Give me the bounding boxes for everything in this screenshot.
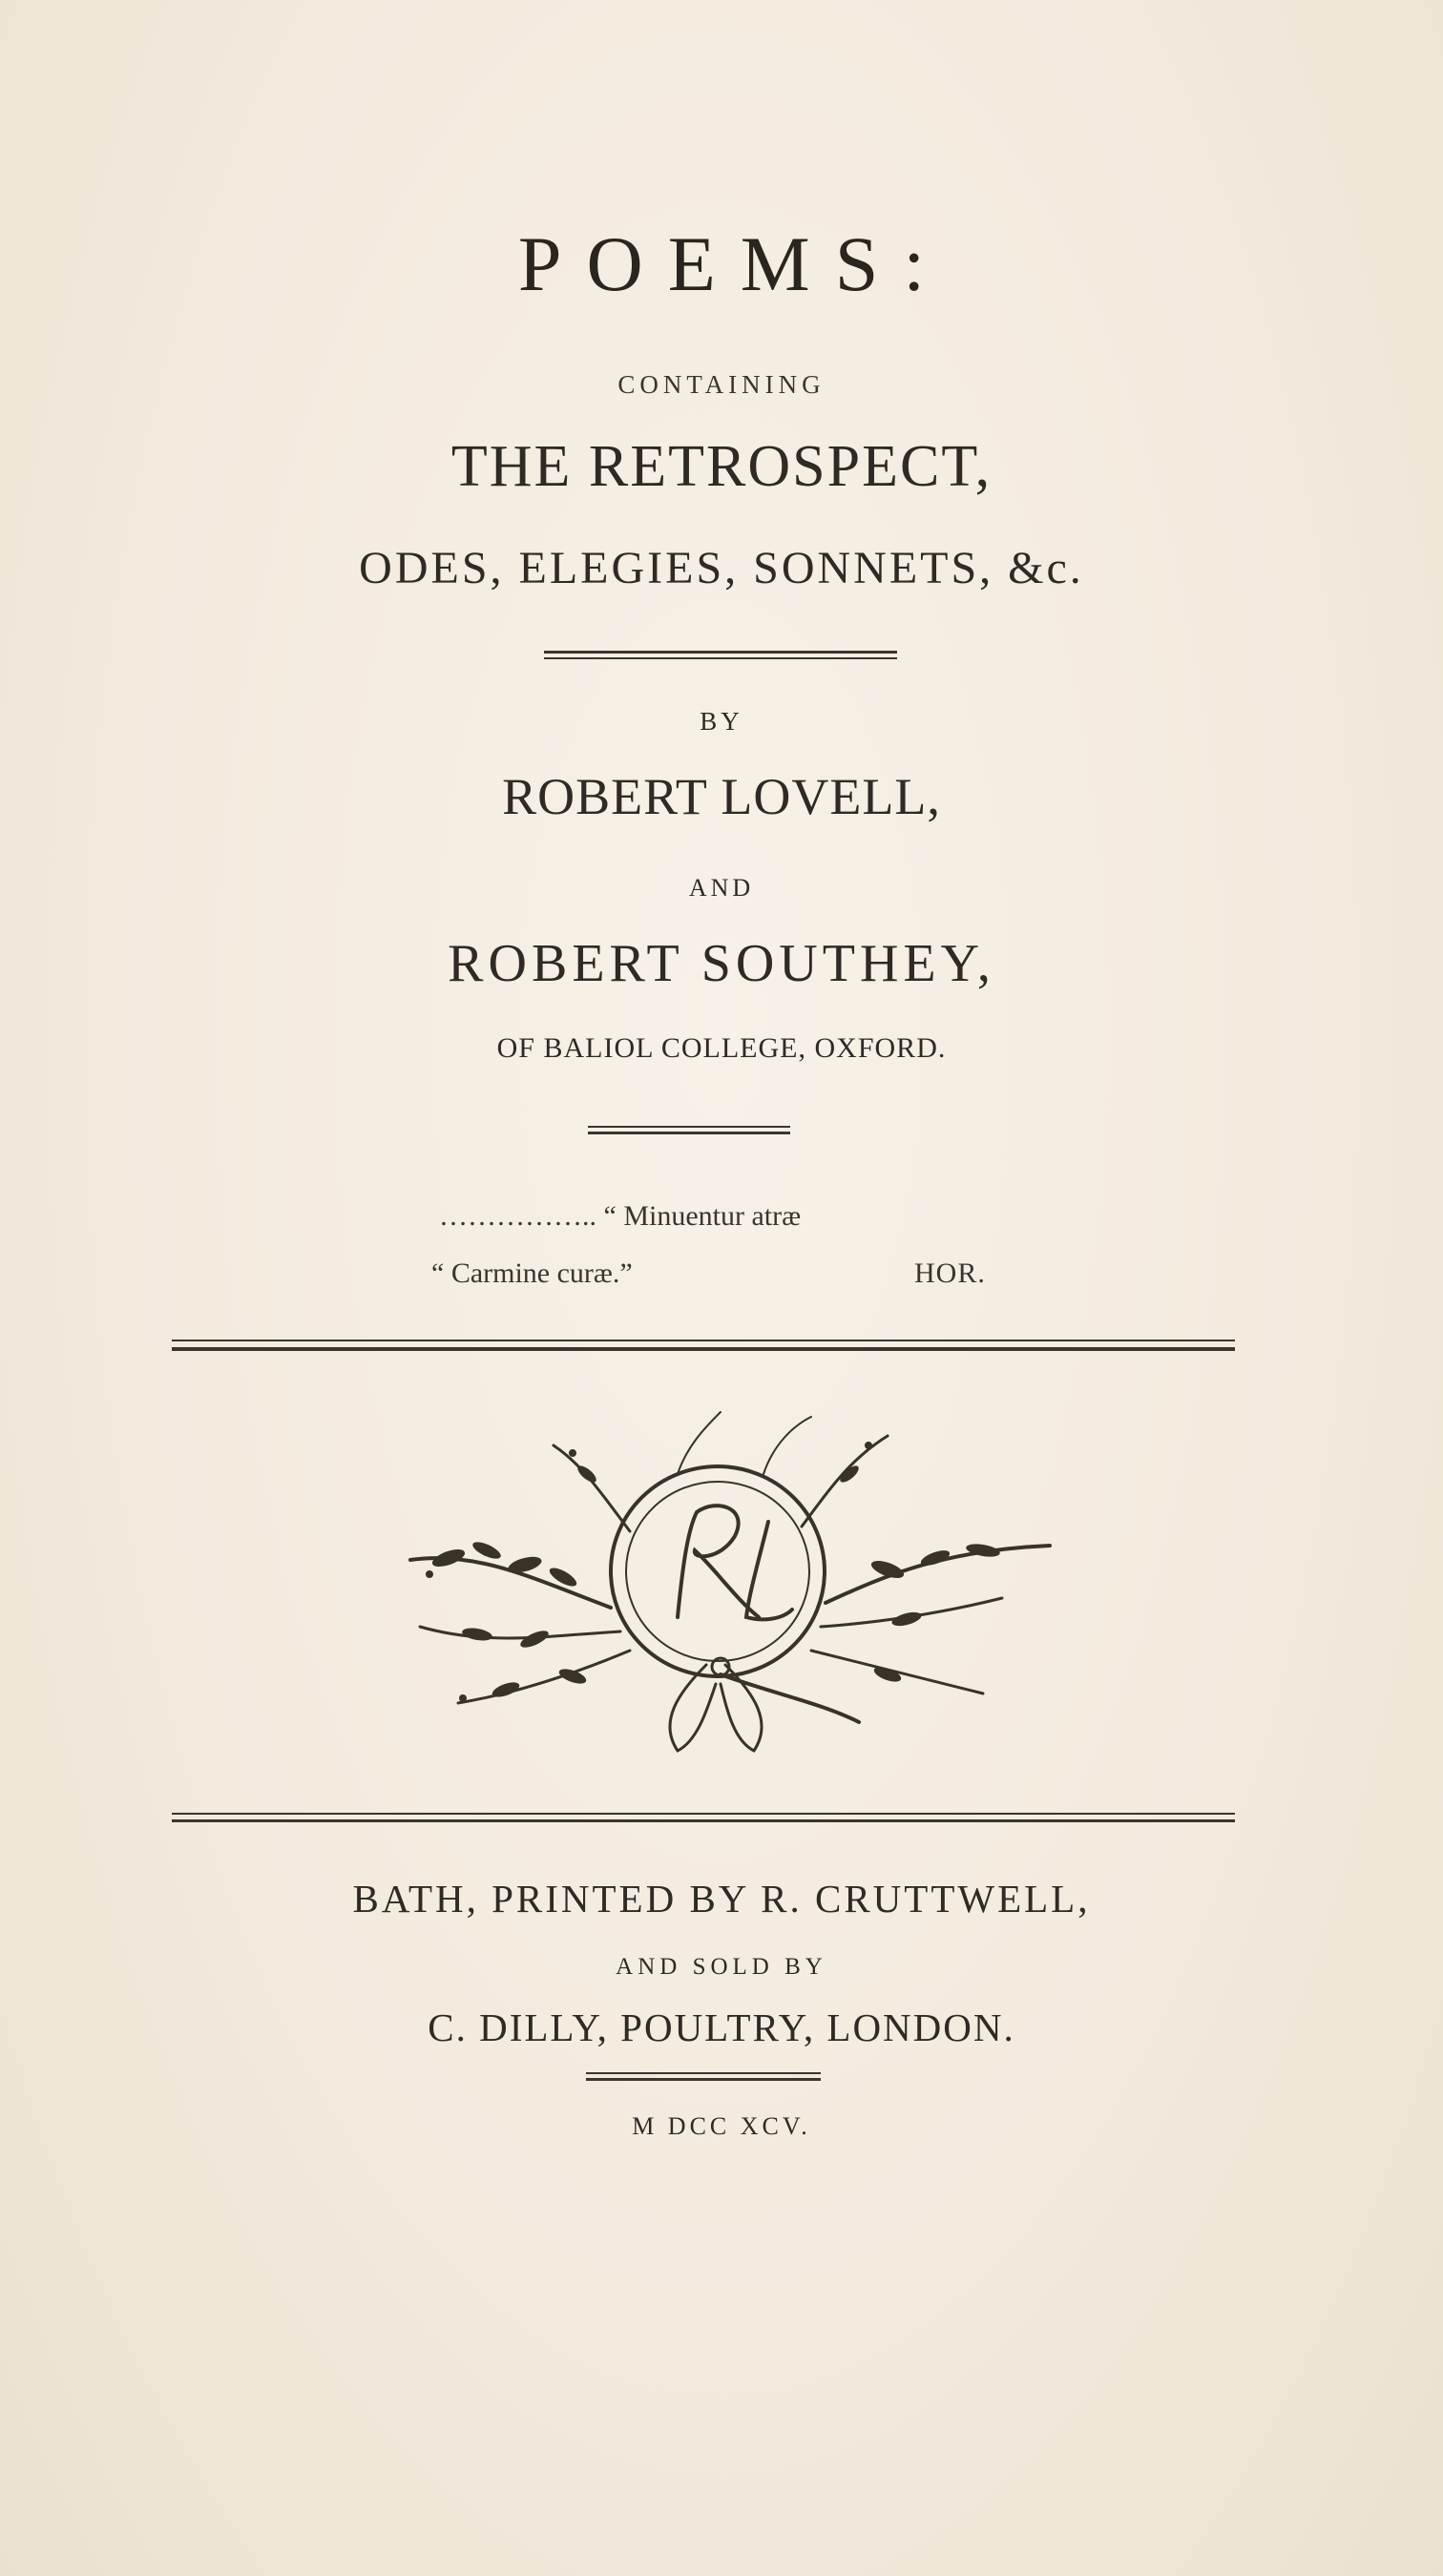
by-label: BY (700, 707, 743, 736)
double-rule-short (544, 651, 897, 662)
containing-label: CONTAINING (617, 370, 826, 399)
double-rule-imprint (586, 2072, 821, 2084)
book-title: POEMS: (517, 220, 951, 307)
author-lovell: ROBERT LOVELL, (502, 768, 941, 825)
affiliation: OF BALIOL COLLEGE, OXFORD. (496, 1032, 947, 1064)
printer-line: BATH, PRINTED BY R. CRUTTWELL, (352, 1877, 1091, 1921)
publication-date: M DCC XCV. (632, 2112, 811, 2140)
wreath-monogram-icon (391, 1407, 1059, 1770)
seller-line: C. DILLY, POULTRY, LONDON. (428, 2005, 1015, 2049)
and-label: AND (688, 874, 755, 902)
epigraph-line-2: “ Carmine curæ.” (431, 1257, 633, 1289)
double-rule-small (588, 1126, 790, 1137)
subtitle: ODES, ELEGIES, SONNETS, &c. (359, 543, 1084, 593)
double-rule-long-top (172, 1340, 1235, 1353)
sold-by-label: AND SOLD BY (616, 1954, 827, 1980)
work-title: THE RETROSPECT, (450, 434, 993, 499)
epigraph-attribution: HOR. (914, 1257, 986, 1289)
epigraph-line-1: …………….. “ Minuentur atræ (439, 1200, 802, 1232)
double-rule-long-bottom (172, 1813, 1235, 1824)
author-southey: ROBERT SOUTHEY, (448, 934, 995, 993)
